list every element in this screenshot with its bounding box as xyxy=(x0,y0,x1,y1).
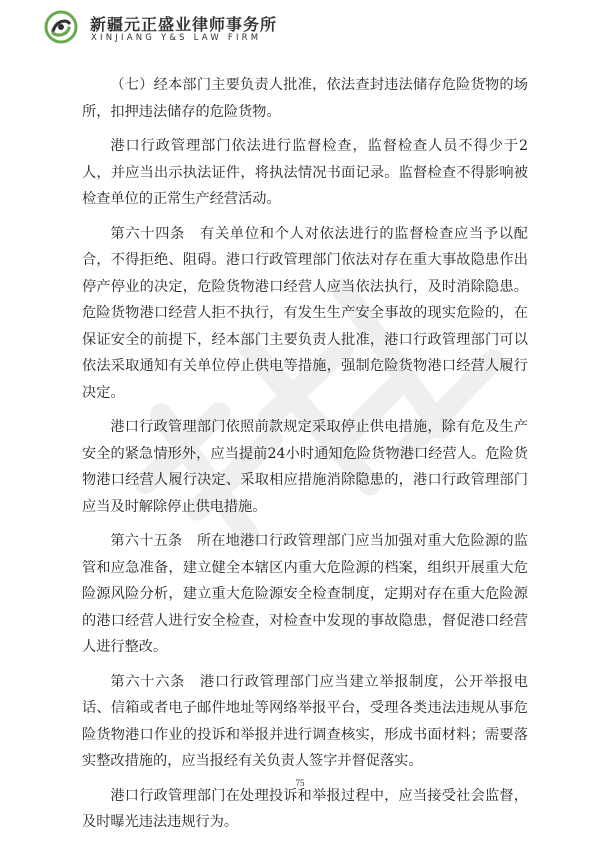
document-header xyxy=(44,8,564,48)
page-number: 75 xyxy=(295,778,305,788)
paragraph-article-65: 第六十五条 所在地港口行政管理部门应当加强对重大危险源的监管和应急准备，建立健全本辖区内重大危险源的档案，组织开展重大危险源风险分析，建立重大危险源安全检查制度，定期对存在重大危险源的港口经营人进行安全检查，对检查中发现的事故隐患，督促港口经营人进行整改。 xyxy=(82,533,528,655)
document-body xyxy=(82,72,528,844)
firm-name-cn: 新疆元正盛业律师事务所 xyxy=(90,15,278,34)
paragraph: 港口行政管理部门依法进行监督检查，监督检查人员不得少于2人，并应当出示执法证件，将执法情况书面记录。监督检查不得影响被检查单位的正常生产经营活动。 xyxy=(82,138,528,207)
paragraph-article-64: 第六十四条 有关单位和个人对依法进行的监督检查应当予以配合，不得拒绝、阻碍。港口行政管理部门依法对存在重大事故隐患作出停产停业的决定，危险货物港口经营人应当依法执行，及时消除隐患。危险货物港口经营人拒不执行，有发生生产安全事故的现实危险的，在保证安全的前提下，经本部门主要负责人批准，港口行政管理部门可以依法采取通知有关单位停止供电等措施，强制危险货物港口经营人履行决定。 xyxy=(82,225,528,401)
paragraph: （七）经本部门主要负责人批准，依法查封违法储存危险货物的场所，扣押违法储存的危险货物。 xyxy=(82,77,528,120)
firm-logo-icon xyxy=(44,10,78,44)
paragraph: 港口行政管理部门依照前款规定采取停止供电措施，除有危及生产安全的紧急情形外，应当提前24小时通知危险货物港口经营人。危险货物港口经营人履行决定、采取相应措施消除隐患的，港口行政管理部门应当及时解除停止供电措施。 xyxy=(82,419,528,515)
paragraph-article-66: 第六十六条 港口行政管理部门应当建立举报制度，公开举报电话、信箱或者电子邮件地址等网络举报平台，受理各类违法违规从事危险货物港口作业的投诉和举报并进行调查核实，形成书面材料；需要落实整改措施的，应当报经有关负责人签字并督促落实。 xyxy=(82,673,528,769)
paragraph: 港口行政管理部门在处理投诉和举报过程中，应当接受社会监督，及时曝光违法违规行为。 xyxy=(82,787,528,830)
firm-name-en: XINJIANG Y&S LAW FIRM xyxy=(91,33,262,43)
